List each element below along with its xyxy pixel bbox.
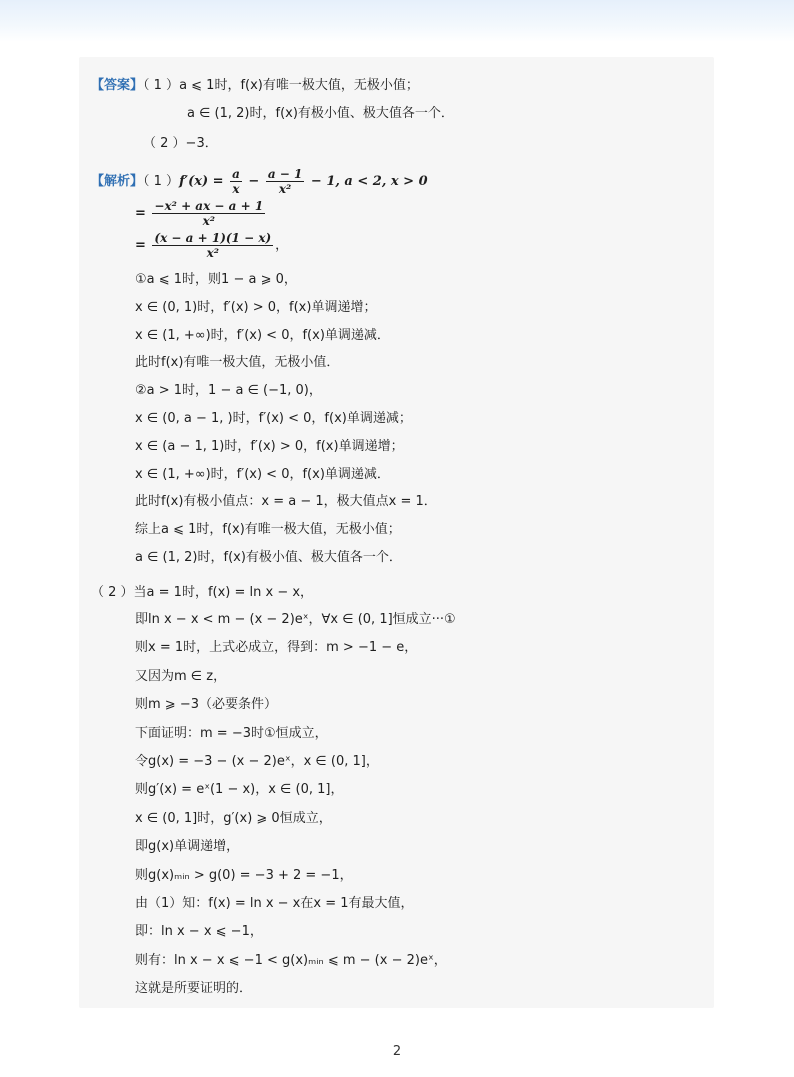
fraction-numerator: a − 1 [267,167,303,181]
fraction-denominator: x² [278,182,292,196]
header-gradient-band [0,0,794,42]
page-number: 2 [392,1044,402,1059]
derivative-tail: − 1, a < 2, x > 0 [306,174,428,189]
trailing-comma: ， [275,238,289,253]
analysis-part2-step: 即：ln x − x ⩽ −1， [135,924,263,940]
fraction-combined [152,199,265,228]
analysis-part2-step: 则有：ln x − x ⩽ −1 < g(x)ₘᵢₙ ⩽ m − (x − 2)eˣ， [135,952,447,968]
fraction-a-over-x [230,167,242,196]
fraction-a-minus-1-over-x2 [266,167,305,196]
analysis-part2-step: 则x = 1时，上式必成立，得到：m > −1 − e， [135,640,418,656]
solution-panel [79,57,714,1008]
minus-sign: − [243,174,264,189]
answer-line-1 [91,77,419,95]
analysis-part2-step: 下面证明：m = −3时①恒成立， [135,725,328,741]
analysis-part1-step: 此时f(x)有极小值点：x = a − 1，极大值点x = 1． [135,494,437,510]
fraction-denominator: x [232,182,240,196]
fraction-denominator: x² [202,214,215,228]
analysis-part1-step: x ∈ (0, 1)时，f′(x) > 0，f(x)单调递增； [135,299,377,315]
analysis-part1-step: x ∈ (1, +∞)时，f′(x) < 0，f(x)单调递减． [135,466,390,482]
answer-tag: 【答案】 [91,78,144,93]
analysis-part1-step: x ∈ (a − 1, 1)时，f′(x) > 0，f(x)单调递增； [135,438,404,454]
analysis-part2-first-line [91,584,313,602]
analysis-part1-step: ①a ⩽ 1时，则1 − a ⩾ 0， [135,272,297,287]
analysis-part1-step: a ∈ (1, 2)时，f(x)有极小值、极大值各一个． [135,550,402,565]
analysis-part2-step: 即g(x)单调递增， [135,839,240,855]
analysis-part2-step: 则m ⩾ −3（必要条件） [135,697,277,713]
analysis-part2-step: 即ln x − x < m − (x − 2)eˣ，∀x ∈ (0, 1]恒成立···① [135,612,456,627]
analysis-part2-step: 则g(x)ₘᵢₙ > g(0) = −3 + 2 = −1， [135,867,353,883]
answer-part1-line2: a ∈ (1, 2)时，f(x)有极小值、极大值各一个． [187,106,454,121]
fraction-numerator: −x² + ax − a + 1 [154,199,264,213]
analysis-derivative-line [91,167,428,197]
analysis-part2-step: x ∈ (0, 1]时，g′(x) ⩾ 0恒成立， [135,810,332,826]
answer-part1-line1: a ⩽ 1时，f(x)有唯一极大值，无极小值； [179,78,419,93]
answer-line-2 [143,135,218,153]
analysis-part2-step: 又因为m ∈ z， [135,668,227,684]
analysis-part1-step: ②a > 1时，1 − a ∈ (−1, 0)， [135,383,322,399]
analysis-part1-step: 综上a ⩽ 1时，f(x)有唯一极大值，无极小值； [135,522,401,538]
equals-sign: = [135,238,151,253]
fraction-denominator: x² [206,246,219,260]
analysis-part1-step: 此时f(x)有唯一极大值，无极小值． [135,355,340,371]
simplify-step-2 [135,231,288,261]
analysis-part2-label: （ 2 ） [91,585,134,600]
answer-part2-label: （ 2 ） [143,136,186,151]
analysis-part1-step: x ∈ (1, +∞)时，f′(x) < 0，f(x)单调递减． [135,327,390,343]
analysis-part1-step: x ∈ (0, a − 1, )时，f′(x) < 0，f(x)单调递减； [135,411,412,426]
analysis-part2-step: 则g′(x) = eˣ(1 − x)，x ∈ (0, 1]， [135,782,344,798]
analysis-part1-label: （ 1 ） [143,174,180,189]
analysis-part2-step: 这就是所要证明的． [135,981,253,997]
fraction-numerator: (x − a + 1)(1 − x) [154,231,272,245]
analysis-part2-step: 令g(x) = −3 − (x − 2)eˣ，x ∈ (0, 1]， [135,754,379,769]
analysis-part2-step: 由（1）知：f(x) = ln x − x在x = 1有最大值， [135,896,414,911]
answer-part2-value: −3． [185,136,218,151]
analysis-part2-first: 当a = 1时，f(x) = ln x − x， [133,585,314,600]
derivative-lhs: f′(x) = [179,174,229,189]
fraction-numerator: a [232,167,240,181]
answer-part1-label: （ 1 ） [143,78,180,93]
analysis-tag: 【解析】 [91,174,144,189]
equals-sign: = [135,206,151,221]
fraction-factored [152,231,273,260]
simplify-step-1 [135,199,267,229]
